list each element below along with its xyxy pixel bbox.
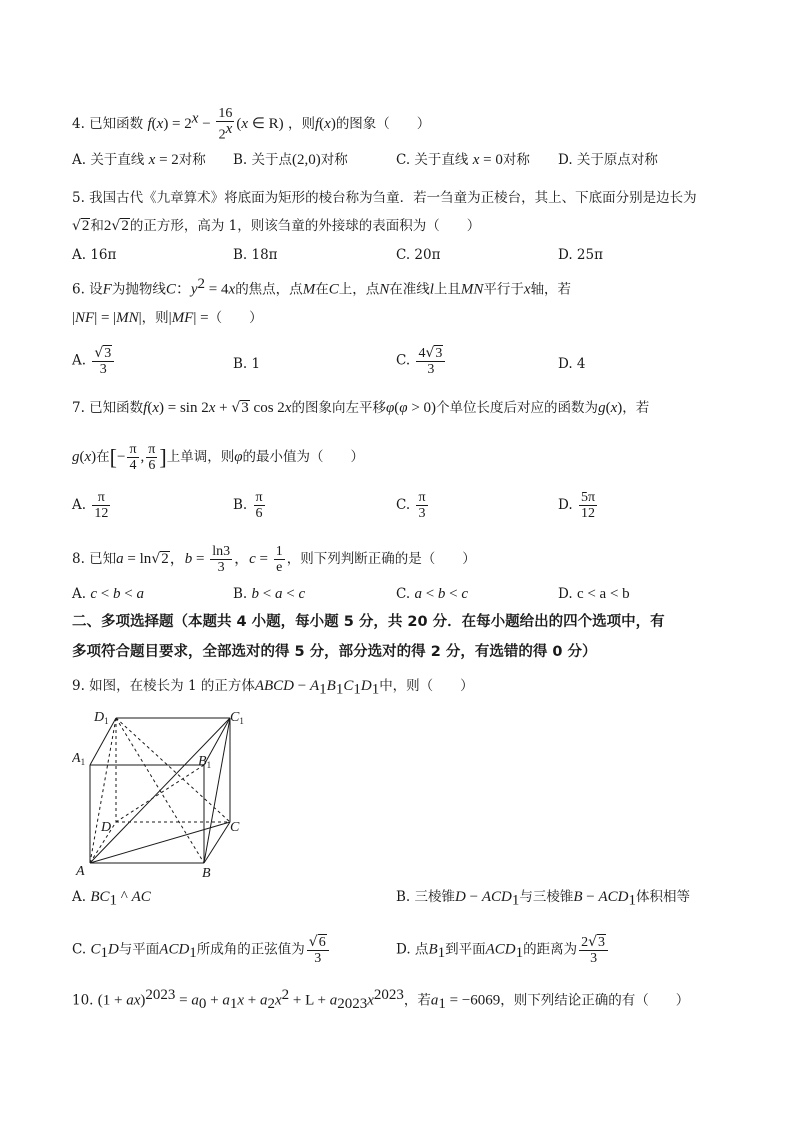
section-2-heading-line1: 二、多项选择题（本题共 4 小题，每小题 5 分，共 20 分．在每小题给出的四个选项中，有: [72, 614, 665, 630]
q4-option-c[interactable]: C. 关于直线 x = 0对称: [396, 152, 530, 168]
q9-stem-post: 中，则（ ）: [379, 678, 474, 694]
q9-option-c-post: 所成角的正弦值为: [196, 941, 305, 958]
q9-option-d-post: 的距离为: [523, 941, 578, 958]
q6-line1-a: 为抛物线: [111, 281, 166, 298]
q6-line1-d: 上，点: [338, 281, 380, 298]
q9-option-b-post: 体积相等: [635, 889, 690, 905]
section-2-heading-line2: 多项符合题目要求，全部选对的得 5 分，部分选对的得 2 分，有选错的得 0 分）: [72, 644, 597, 660]
q4-stem: 4. 已知函数 $f(x) = 2^x$ − $\frac{16}{2^x}$ (x ∈ R) ，则f(x)的图象（ ）: [72, 106, 431, 143]
q10-number: 10.: [72, 992, 94, 1009]
q9-stem-pre: 9. 如图，在棱长为 1 的正方体: [72, 678, 255, 694]
q8-option-d[interactable]: D. c < a < b: [558, 586, 630, 602]
q4-option-c-pre: C. 关于直线: [396, 152, 469, 168]
q7-option-c-label: C.: [396, 497, 411, 513]
line-bc1: [204, 718, 230, 863]
q8-option-c[interactable]: C. a < b < c: [396, 586, 469, 602]
edge-a1d1: [90, 718, 116, 765]
q4-option-a-post: 对称: [178, 152, 206, 168]
label-b: B: [202, 866, 211, 881]
q4-option-d[interactable]: D. 关于原点对称: [558, 152, 658, 168]
q6-option-a[interactable]: A. $\frac{√3}{3}$: [72, 345, 116, 377]
q6-line1-g: 平行于: [483, 281, 524, 298]
q6-option-a-label: A.: [72, 352, 87, 369]
q4-option-a-pre: A. 关于直线: [72, 152, 145, 168]
label-a: A: [76, 864, 85, 879]
q6-line2-post: （ ）: [208, 310, 263, 326]
q7-option-a[interactable]: A. $\frac{\pi}{12}$: [72, 490, 109, 521]
q6-option-d[interactable]: D. 4: [558, 356, 586, 372]
q6-line1-pre: 6. 设: [72, 281, 103, 298]
q7-line2: g(x)在[− $\frac{\pi}{4}$ , $\frac{\pi}{6}$ ]上单调，则φ的最小值为（ ）: [72, 442, 365, 473]
q7-option-c[interactable]: C. $\frac{\pi}{3}$: [396, 490, 426, 521]
q7-line1-pre: 7. 已知函数: [72, 400, 144, 416]
q7-line2-c: 的最小值为（ ）: [242, 449, 365, 465]
q5-option-b[interactable]: B. 18π: [233, 247, 278, 263]
q6-option-c[interactable]: C. $\frac{4√3}{3}$: [396, 345, 447, 377]
q4-option-c-post: 对称: [502, 152, 530, 168]
q6-line1-c: 在: [315, 281, 329, 298]
q6-line2: |NF| = |MN|，则|MF| =（ ）: [72, 310, 263, 326]
line-b1d-hidden: [116, 765, 204, 822]
cube-figure: [72, 705, 252, 885]
q5-line2: √2和2√2的正方形，高为 1，则该刍童的外接球的表面积为（ ）: [72, 218, 481, 234]
q7-line2-a: 在: [96, 449, 110, 465]
line-ad1-hidden: [90, 718, 116, 863]
q7-option-b[interactable]: B. $\frac{\pi}{6}$: [233, 490, 263, 521]
q7-option-d[interactable]: D. $\frac{5\pi}{12}$: [558, 490, 596, 521]
q6-option-c-label: C.: [396, 352, 411, 369]
q6-line1-f: 上且: [433, 281, 461, 298]
q6-line1: 6. 设F为抛物线C：$y^2 = 4x$的焦点，点M在C上，点N在准线l上且MN平行于x轴，若: [72, 276, 572, 298]
q9-option-a[interactable]: A. $BC_1$ ^ AC: [72, 889, 151, 909]
q4-option-b[interactable]: B. 关于点(2,0)对称: [233, 152, 348, 168]
q5-line2-mid: 和: [90, 218, 104, 234]
q8-stem: 8. 已知a = ln√2，b = $\frac{\ln 3}{3}$ ，c = $\frac{1}{e}$ ，则下列判断正确的是（ ）: [72, 544, 476, 575]
q10-stem-mid: ，若: [403, 992, 431, 1009]
line-d1c-hidden: [116, 718, 230, 822]
label-a1: $A_1$: [72, 751, 86, 767]
q5-line1: 5. 我国古代《九章算术》将底面为矩形的棱台称为刍童．若一刍童为正棱台，其上、下底面分别是边长为: [72, 190, 697, 206]
q10-stem: 10. $(1 + ax)^{2023} = a_0 + a_1x + a_2x^2 + L + a_{2023}x^{2023}$，若$a_1 = -6069$，则下列结论正确的有（ ）: [72, 987, 690, 1013]
q6-line1-b: 的焦点，点: [235, 281, 303, 298]
q4-option-a[interactable]: A. 关于直线 x = 2对称: [72, 152, 206, 168]
q7-option-b-label: B.: [233, 497, 248, 513]
q8-option-a-label: A.: [72, 586, 87, 602]
q8-stem-post: ，则下列判断正确的是（ ）: [286, 551, 476, 567]
q9-option-b-mid: 与三棱锥: [519, 889, 574, 905]
q5-option-d[interactable]: D. 25π: [558, 247, 603, 263]
q9-option-a-label: A.: [72, 889, 87, 905]
q6-option-b[interactable]: B. 1: [233, 356, 261, 372]
q9-option-c[interactable]: C. $C_1D$与平面$ACD_1$所成角的正弦值为 $\frac{√6}{3}$: [72, 934, 331, 966]
label-d1: $D_1$: [94, 710, 109, 726]
q7-line1: 7. 已知函数f(x) = sin 2x + √3 cos 2x的图象向左平移φ(φ > 0)个单位长度后对应的函数为g(x)，若: [72, 400, 650, 416]
q5-line2-post: 的正方形，高为 1，则该刍童的外接球的表面积为（ ）: [129, 218, 481, 234]
q9-option-d-mid: 到平面: [445, 941, 486, 958]
q4-stem-end: 的图象（ ）: [335, 115, 431, 132]
q9-option-b-pre: B. 三棱锥: [396, 889, 456, 905]
q8-option-b-label: B.: [233, 586, 248, 602]
q9-option-d[interactable]: D. 点$B_1$到平面$ACD_1$的距离为 $\frac{2√3}{3}$: [396, 934, 610, 966]
q8-option-d-label: D.: [558, 586, 573, 602]
label-b1: $B_1$: [198, 754, 212, 770]
q9-option-b[interactable]: B. 三棱锥$D - ACD_1$与三棱锥$B - ACD_1$体积相等: [396, 889, 690, 909]
q7-line1-post: 个单位长度后对应的函数为: [436, 400, 599, 416]
q10-stem-post: ，则下列结论正确的有（ ）: [500, 992, 690, 1009]
q7-line1-mid: 的图象向左平移: [291, 400, 386, 416]
q7-line1-end: ，若: [622, 400, 650, 416]
q4-option-b-post: 对称: [320, 152, 348, 168]
q9-option-d-pre: D. 点: [396, 941, 429, 958]
q8-stem-pre: 8. 已知: [72, 551, 117, 567]
q6-line1-h: 轴，若: [530, 281, 572, 298]
q8-option-b[interactable]: B. b < a < c: [233, 586, 306, 602]
q7-option-a-label: A.: [72, 497, 87, 513]
q8-option-c-label: C.: [396, 586, 411, 602]
q5-option-a[interactable]: A. 16π: [72, 247, 117, 263]
q9-option-c-pre: C.: [72, 941, 87, 958]
q7-line2-b: 上单调，则: [166, 449, 235, 465]
q8-option-a[interactable]: A. c < b < a: [72, 586, 144, 602]
q4-stem-pre: 4. 已知函数: [72, 115, 144, 132]
q9-stem: 9. 如图，在棱长为 1 的正方体ABCD − $A_1B_1C_1D_1$中，则（ ）: [72, 678, 474, 698]
q7-option-d-label: D.: [558, 497, 573, 513]
q5-option-c[interactable]: C. 20π: [396, 247, 441, 263]
q4-stem-post: ，则: [287, 115, 315, 132]
q4-option-b-pre: B. 关于点: [233, 152, 293, 168]
q6-line1-e: 在准线: [389, 281, 430, 298]
label-c1: $C_1$: [230, 710, 244, 726]
label-c: C: [230, 820, 240, 835]
line-d1b-hidden: [116, 718, 204, 863]
q6-line2-mid: ，则: [141, 310, 169, 326]
q9-option-c-mid: 与平面: [118, 941, 160, 958]
label-d: D: [101, 820, 112, 835]
